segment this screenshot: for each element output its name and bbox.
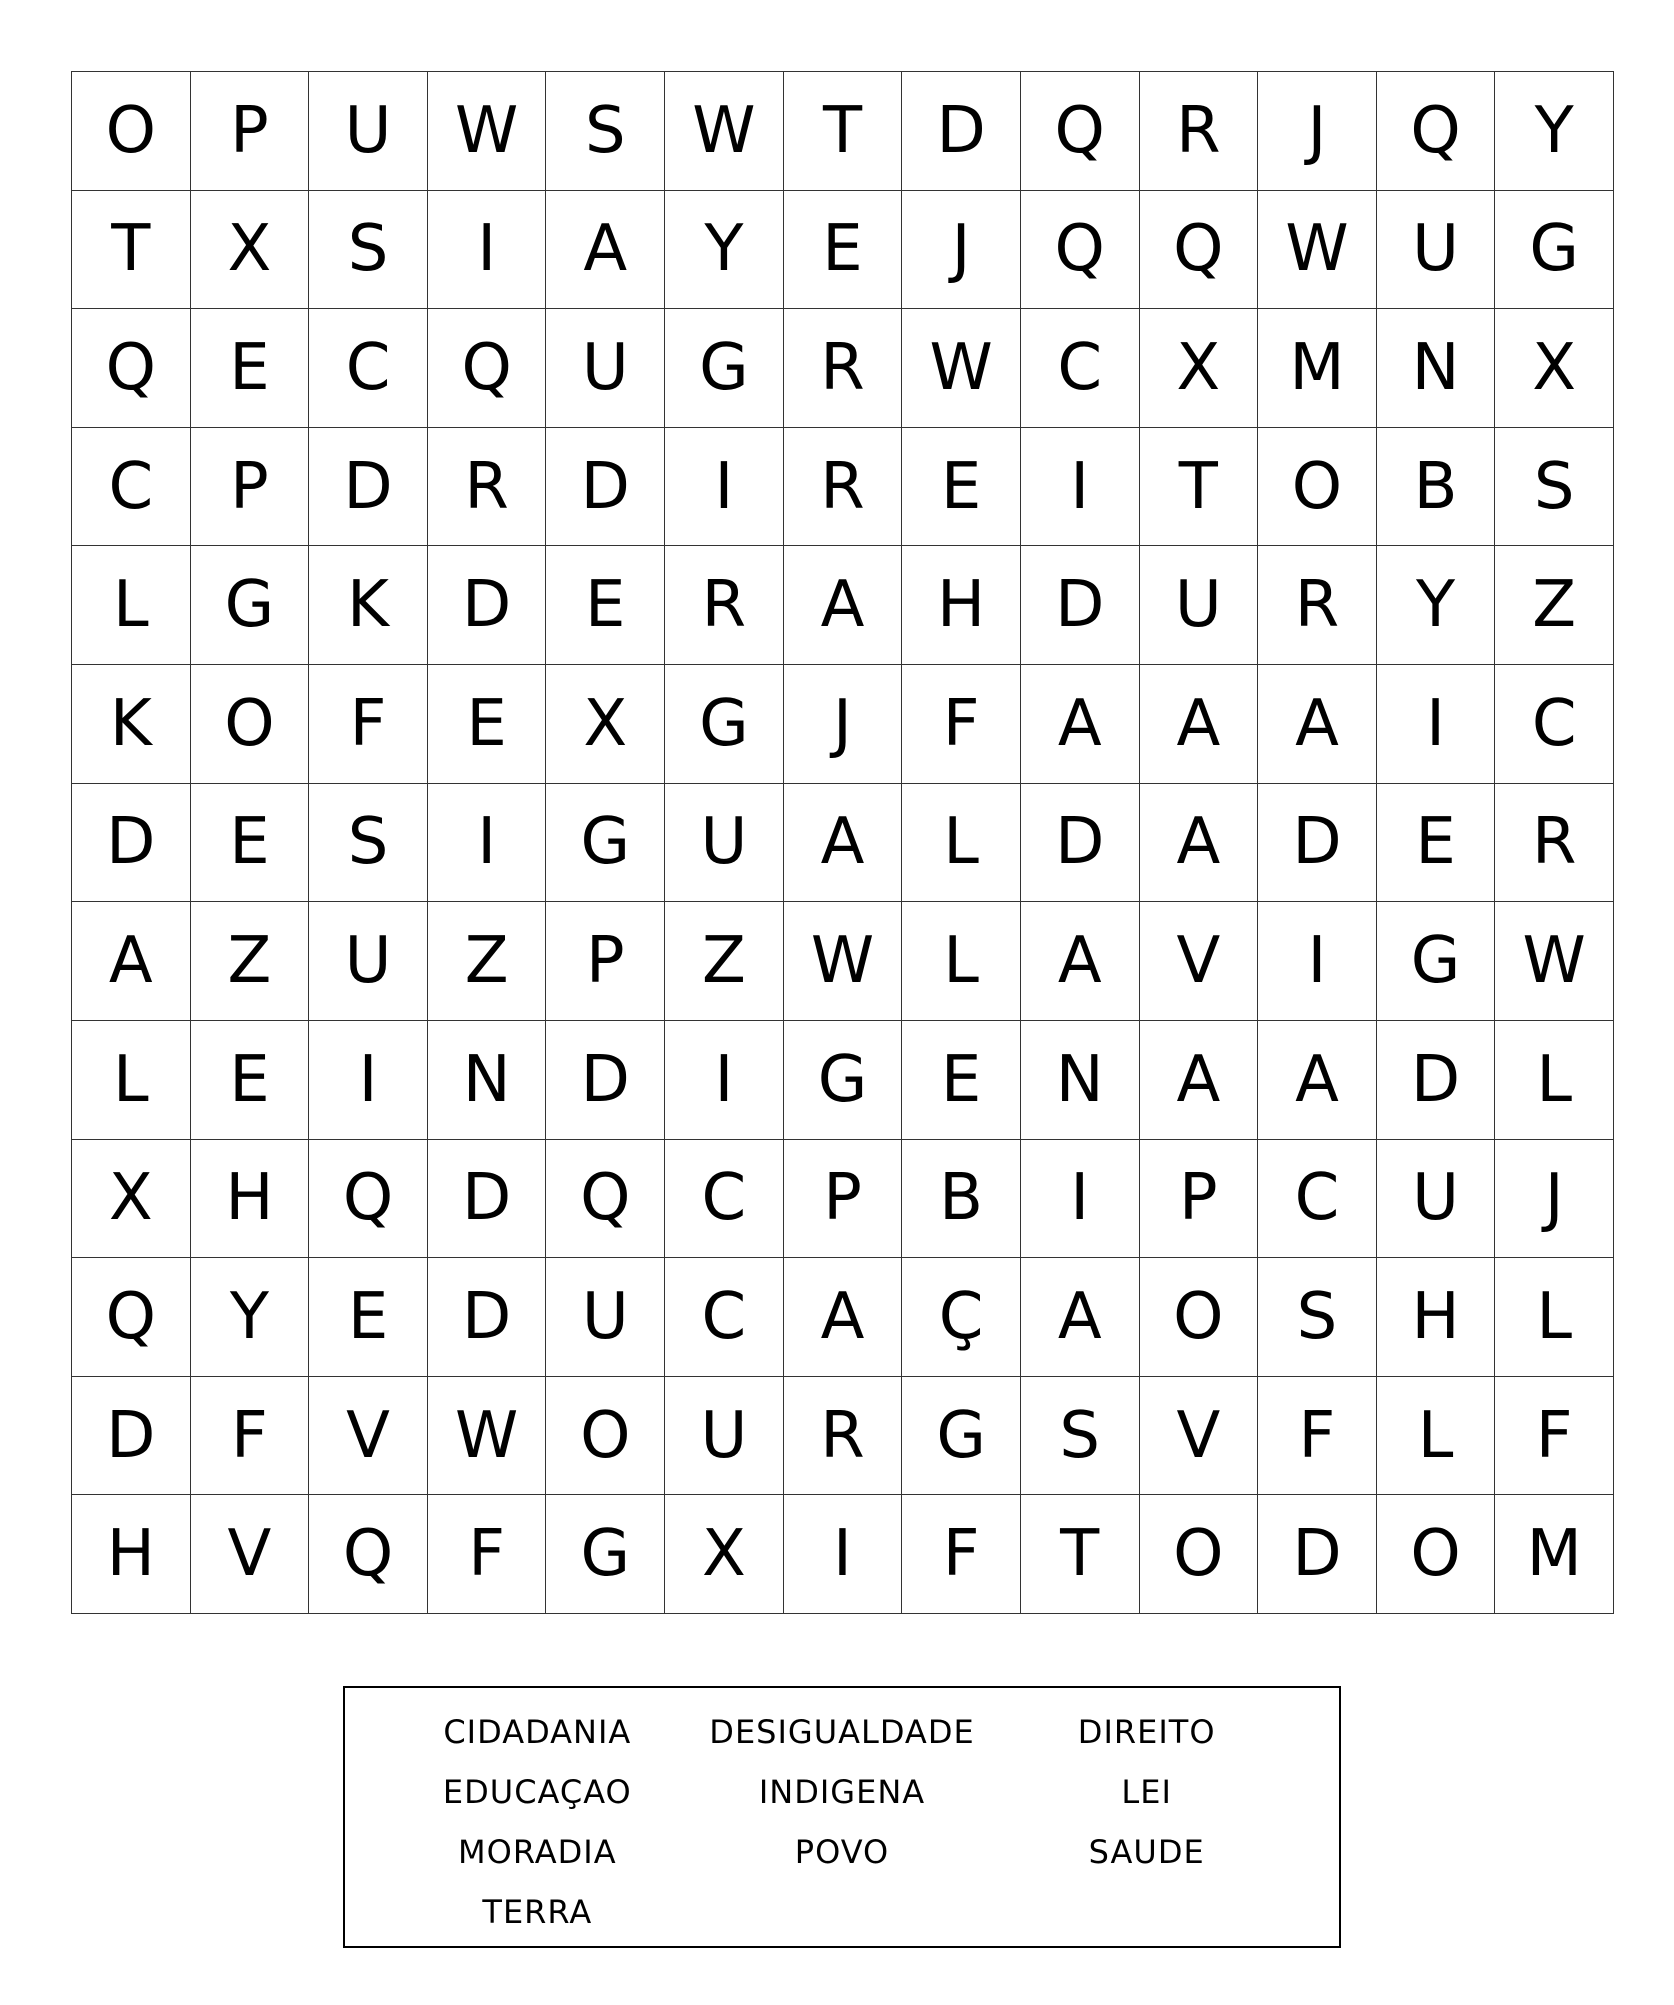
grid-cell[interactable]: I xyxy=(309,1021,428,1140)
word-list-item: SAUDE xyxy=(1088,1833,1205,1871)
grid-cell[interactable]: I xyxy=(1021,428,1140,547)
grid-cell[interactable]: R xyxy=(1495,784,1614,903)
grid-cell[interactable]: E xyxy=(191,309,310,428)
grid-cell[interactable]: Y xyxy=(191,1258,310,1377)
grid-cell[interactable]: U xyxy=(309,72,428,191)
grid-cell[interactable]: L xyxy=(72,1021,191,1140)
grid-cell[interactable]: U xyxy=(665,1377,784,1496)
grid-cell[interactable]: D xyxy=(1021,784,1140,903)
grid-cell[interactable]: Q xyxy=(546,1140,665,1259)
grid-cell[interactable]: E xyxy=(428,665,547,784)
grid-cell[interactable]: L xyxy=(902,902,1021,1021)
grid-cell[interactable]: V xyxy=(309,1377,428,1496)
grid-cell[interactable]: R xyxy=(1140,72,1259,191)
grid-cell[interactable]: W xyxy=(428,72,547,191)
grid-cell[interactable]: U xyxy=(1377,1140,1496,1259)
word-list-item: DIREITO xyxy=(1077,1713,1216,1751)
grid-cell[interactable]: I xyxy=(428,784,547,903)
grid-cell[interactable]: D xyxy=(1258,784,1377,903)
grid-cell[interactable]: I xyxy=(1021,1140,1140,1259)
grid-cell[interactable]: I xyxy=(1258,902,1377,1021)
grid-cell[interactable]: S xyxy=(1258,1258,1377,1377)
grid-cell[interactable]: G xyxy=(546,784,665,903)
grid-cell[interactable]: A xyxy=(1140,665,1259,784)
grid-cell[interactable]: O xyxy=(1140,1495,1259,1614)
grid-cell[interactable]: G xyxy=(665,309,784,428)
grid-cell[interactable]: Z xyxy=(665,902,784,1021)
grid-cell[interactable]: W xyxy=(1495,902,1614,1021)
grid-cell[interactable]: O xyxy=(191,665,310,784)
grid-cell[interactable]: W xyxy=(428,1377,547,1496)
grid-cell[interactable]: A xyxy=(1258,665,1377,784)
grid-cell[interactable]: U xyxy=(546,309,665,428)
grid-cell[interactable]: R xyxy=(428,428,547,547)
grid-cell[interactable]: B xyxy=(902,1140,1021,1259)
grid-cell[interactable]: Q xyxy=(1021,191,1140,310)
grid-cell[interactable]: X xyxy=(665,1495,784,1614)
grid-cell[interactable]: O xyxy=(546,1377,665,1496)
grid-cell[interactable]: E xyxy=(191,784,310,903)
grid-cell[interactable]: A xyxy=(784,1258,903,1377)
grid-cell[interactable]: N xyxy=(428,1021,547,1140)
grid-cell[interactable]: G xyxy=(784,1021,903,1140)
grid-cell[interactable]: A xyxy=(72,902,191,1021)
grid-cell[interactable]: M xyxy=(1495,1495,1614,1614)
grid-cell[interactable]: X xyxy=(1495,309,1614,428)
grid-cell[interactable]: H xyxy=(191,1140,310,1259)
grid-cell[interactable]: Y xyxy=(1495,72,1614,191)
grid-cell[interactable]: A xyxy=(1021,902,1140,1021)
grid-cell[interactable]: B xyxy=(1377,428,1496,547)
grid-cell[interactable]: X xyxy=(546,665,665,784)
grid-cell[interactable]: J xyxy=(1258,72,1377,191)
grid-cell[interactable]: C xyxy=(1021,309,1140,428)
grid-cell[interactable]: F xyxy=(428,1495,547,1614)
grid-cell[interactable]: A xyxy=(1140,1021,1259,1140)
grid-cell[interactable]: P xyxy=(191,72,310,191)
grid-cell[interactable]: R xyxy=(665,546,784,665)
grid-cell[interactable]: Q xyxy=(428,309,547,428)
grid-cell[interactable]: P xyxy=(546,902,665,1021)
grid-cell[interactable]: T xyxy=(784,72,903,191)
grid-cell[interactable]: F xyxy=(1258,1377,1377,1496)
grid-cell[interactable]: G xyxy=(665,665,784,784)
grid-cell[interactable]: C xyxy=(665,1140,784,1259)
grid-cell[interactable]: S xyxy=(309,784,428,903)
grid-cell[interactable]: R xyxy=(784,309,903,428)
grid-cell[interactable]: L xyxy=(902,784,1021,903)
grid-cell[interactable]: D xyxy=(902,72,1021,191)
grid-cell[interactable]: U xyxy=(1140,546,1259,665)
grid-cell[interactable]: X xyxy=(191,191,310,310)
grid-cell[interactable]: O xyxy=(1377,1495,1496,1614)
grid-cell[interactable]: W xyxy=(1258,191,1377,310)
grid-cell[interactable]: S xyxy=(546,72,665,191)
grid-cell[interactable]: E xyxy=(784,191,903,310)
grid-cell[interactable]: Y xyxy=(665,191,784,310)
grid-cell[interactable]: S xyxy=(309,191,428,310)
grid-cell[interactable]: G xyxy=(546,1495,665,1614)
grid-cell[interactable]: K xyxy=(309,546,428,665)
grid-cell[interactable]: A xyxy=(1140,784,1259,903)
grid-cell[interactable]: D xyxy=(428,1258,547,1377)
grid-cell[interactable]: A xyxy=(1021,1258,1140,1377)
grid-cell[interactable]: D xyxy=(1258,1495,1377,1614)
word-list-item: DESIGUALDADE xyxy=(709,1713,975,1751)
grid-cell[interactable]: H xyxy=(902,546,1021,665)
grid-cell[interactable]: R xyxy=(784,428,903,547)
grid-cell[interactable]: O xyxy=(1258,428,1377,547)
grid-cell[interactable]: S xyxy=(1021,1377,1140,1496)
grid-cell[interactable]: D xyxy=(428,1140,547,1259)
grid-cell[interactable]: U xyxy=(1377,191,1496,310)
grid-cell[interactable]: P xyxy=(1140,1140,1259,1259)
grid-cell[interactable]: I xyxy=(428,191,547,310)
grid-cell[interactable]: Z xyxy=(191,902,310,1021)
grid-cell[interactable]: W xyxy=(784,902,903,1021)
grid-cell[interactable]: L xyxy=(72,546,191,665)
grid-cell[interactable]: E xyxy=(902,428,1021,547)
grid-cell[interactable]: Q xyxy=(309,1140,428,1259)
grid-cell[interactable]: U xyxy=(665,784,784,903)
grid-cell[interactable]: V xyxy=(1140,1377,1259,1496)
grid-cell[interactable]: T xyxy=(1021,1495,1140,1614)
grid-cell[interactable]: O xyxy=(1140,1258,1259,1377)
grid-cell[interactable]: P xyxy=(191,428,310,547)
grid-cell[interactable]: U xyxy=(309,902,428,1021)
grid-cell[interactable]: N xyxy=(1021,1021,1140,1140)
grid-cell[interactable]: E xyxy=(309,1258,428,1377)
grid-cell[interactable]: E xyxy=(902,1021,1021,1140)
grid-cell[interactable]: W xyxy=(665,72,784,191)
grid-cell[interactable]: C xyxy=(72,428,191,547)
grid-cell[interactable]: X xyxy=(72,1140,191,1259)
grid-cell[interactable]: Q xyxy=(72,1258,191,1377)
grid-cell[interactable]: D xyxy=(546,1021,665,1140)
grid-cell[interactable]: Z xyxy=(1495,546,1614,665)
grid-cell[interactable]: D xyxy=(546,428,665,547)
grid-cell[interactable]: I xyxy=(1377,665,1496,784)
grid-cell[interactable]: F xyxy=(191,1377,310,1496)
word-list-item: EDUCAÇAO xyxy=(442,1773,632,1811)
grid-cell[interactable]: V xyxy=(191,1495,310,1614)
grid-cell[interactable]: I xyxy=(784,1495,903,1614)
grid-cell[interactable]: D xyxy=(1377,1021,1496,1140)
grid-cell[interactable]: G xyxy=(1377,902,1496,1021)
grid-cell[interactable]: C xyxy=(1258,1140,1377,1259)
grid-cell[interactable]: I xyxy=(665,1021,784,1140)
grid-cell[interactable]: T xyxy=(1140,428,1259,547)
grid-cell[interactable]: J xyxy=(1495,1140,1614,1259)
grid-cell[interactable]: E xyxy=(1377,784,1496,903)
word-list-item: TERRA xyxy=(482,1893,593,1931)
grid-cell[interactable]: R xyxy=(1258,546,1377,665)
grid-cell[interactable]: R xyxy=(784,1377,903,1496)
grid-cell[interactable]: H xyxy=(1377,1258,1496,1377)
grid-cell[interactable]: I xyxy=(665,428,784,547)
grid-cell[interactable]: J xyxy=(784,665,903,784)
grid-cell[interactable]: E xyxy=(546,546,665,665)
grid-cell[interactable]: C xyxy=(665,1258,784,1377)
grid-cell[interactable]: D xyxy=(428,546,547,665)
grid-cell[interactable]: A xyxy=(784,546,903,665)
grid-cell[interactable]: W xyxy=(902,309,1021,428)
word-list-item: LEI xyxy=(1121,1773,1172,1811)
grid-cell[interactable]: E xyxy=(191,1021,310,1140)
word-list-item: MORADIA xyxy=(458,1833,617,1871)
grid-cell[interactable]: H xyxy=(72,1495,191,1614)
word-list-box xyxy=(343,1686,1341,1948)
grid-cell[interactable]: J xyxy=(902,191,1021,310)
grid-cell[interactable]: L xyxy=(1495,1021,1614,1140)
grid-cell[interactable]: G xyxy=(902,1377,1021,1496)
grid-cell[interactable]: F xyxy=(902,1495,1021,1614)
grid-cell[interactable]: D xyxy=(1021,546,1140,665)
word-list xyxy=(385,1702,1299,1942)
grid-cell[interactable]: M xyxy=(1258,309,1377,428)
grid-cell[interactable]: T xyxy=(72,191,191,310)
word-list-item: CIDADANIA xyxy=(443,1713,632,1751)
grid-cell[interactable]: D xyxy=(309,428,428,547)
grid-cell[interactable]: U xyxy=(546,1258,665,1377)
grid-cell[interactable]: Q xyxy=(309,1495,428,1614)
grid-cell[interactable]: Z xyxy=(428,902,547,1021)
grid-cell[interactable]: Q xyxy=(72,309,191,428)
grid-cell[interactable]: A xyxy=(784,784,903,903)
grid-cell[interactable]: Y xyxy=(1377,546,1496,665)
grid-cell[interactable]: A xyxy=(1258,1021,1377,1140)
grid-cell[interactable]: X xyxy=(1140,309,1259,428)
grid-cell[interactable]: G xyxy=(191,546,310,665)
grid-cell[interactable]: P xyxy=(784,1140,903,1259)
grid-cell[interactable]: F xyxy=(902,665,1021,784)
word-search-grid xyxy=(71,71,1614,1614)
grid-cell[interactable]: F xyxy=(1495,1377,1614,1496)
grid-cell[interactable]: S xyxy=(1495,428,1614,547)
word-list-item: INDIGENA xyxy=(758,1773,926,1811)
grid-cell[interactable]: L xyxy=(1377,1377,1496,1496)
grid-cell[interactable]: Ç xyxy=(902,1258,1021,1377)
grid-cell[interactable]: N xyxy=(1377,309,1496,428)
grid-cell[interactable]: C xyxy=(1495,665,1614,784)
grid-cell[interactable]: Q xyxy=(1140,191,1259,310)
grid-cell[interactable]: A xyxy=(1021,665,1140,784)
grid-cell[interactable]: C xyxy=(309,309,428,428)
grid-cell[interactable]: Q xyxy=(1377,72,1496,191)
grid-cell[interactable]: G xyxy=(1495,191,1614,310)
word-list-item: POVO xyxy=(794,1833,890,1871)
grid-cell[interactable]: D xyxy=(72,1377,191,1496)
grid-cell[interactable]: K xyxy=(72,665,191,784)
grid-cell[interactable]: V xyxy=(1140,902,1259,1021)
grid-cell[interactable]: Q xyxy=(1021,72,1140,191)
grid-cell[interactable]: F xyxy=(309,665,428,784)
grid-cell[interactable]: A xyxy=(546,191,665,310)
grid-cell[interactable]: O xyxy=(72,72,191,191)
grid-cell[interactable]: L xyxy=(1495,1258,1614,1377)
grid-cell[interactable]: D xyxy=(72,784,191,903)
